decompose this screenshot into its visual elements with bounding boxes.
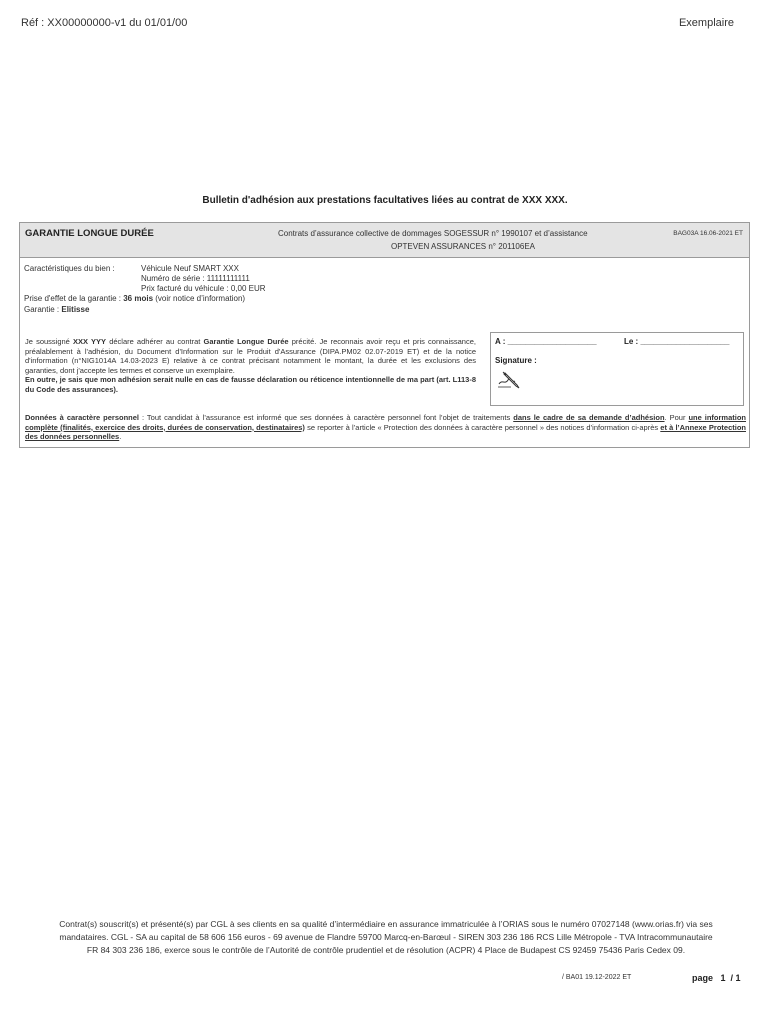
guarantee-heading: GARANTIE LONGUE DURÉE	[25, 228, 154, 239]
form-code: BAG03A 16.06-2021 ET	[673, 230, 743, 237]
declaration-text	[25, 337, 476, 395]
declaration-part: déclare adhérer au contrat	[109, 337, 201, 346]
declaration-part: Je soussigné	[25, 337, 70, 346]
pen-signature-icon[interactable]	[497, 369, 521, 389]
date-field[interactable]: Le : ____________________	[624, 337, 730, 346]
subscription-box	[19, 222, 750, 448]
personal-data-text: se reporter à l’article « Protection des données à caractère personnel » des notices d’information ci-après	[304, 422, 661, 432]
vehicle-price: Prix facturé du véhicule : 0,00 EUR	[141, 284, 266, 293]
effect-note: (voir notice d’information)	[155, 294, 246, 303]
personal-data-text: : Tout candidat à l’assurance est informé que ses données à caractère personnel font l’objet de traitements	[139, 413, 514, 422]
footer-line-3: FR 84 303 236 186, exerce sous le contrôle de l’Autorité de contrôle prudentiel et de résolution (ACPR) 4 Place de Budapest CS 92459 75436 Paris Cedex 09.	[86, 945, 686, 955]
page-number: page 1 / 1	[692, 973, 741, 983]
guarantee-value: Elitisse	[61, 305, 90, 314]
footer-code: / BA01 19.12-2022 ET	[562, 974, 632, 981]
vehicle-model: Véhicule Neuf SMART XXX	[141, 264, 239, 273]
personal-data-text: .	[119, 432, 122, 442]
footer-line-2: mandataires. CGL - SA au capital de 58 606 156 euros - 69 avenue de Flandre 59700 Marcq-en-Barœul - SIREN 303 236 186 RCS Lille Métropole - TVA Intracommunautaire	[59, 932, 713, 942]
personal-data-notice	[25, 413, 746, 442]
contracts-line-1: Contrats d’assurance collective de dommages SOGESSUR n° 1990107 et d’assistance	[278, 229, 588, 238]
contract-name: Garantie Longue Durée	[203, 337, 289, 346]
personal-data-text: . Pour	[664, 413, 689, 422]
document-title: Bulletin d'adhésion aux prestations facultatives liées au contrat de XXX XXX.	[202, 195, 568, 206]
serial-number: Numéro de série : 11111111111	[141, 274, 250, 283]
guarantee-label: Garantie :	[24, 305, 60, 314]
legal-footer	[30, 918, 742, 957]
effect-line	[24, 294, 245, 304]
characteristics-values	[141, 264, 266, 294]
personal-data-emphasis: une information complète (finalités, exercice des droits, durées de conservation, destinataires)	[25, 413, 747, 432]
personal-data-annex-link: et à l’Annexe Protection des données personnelles	[25, 422, 746, 442]
footer-line-1: Contrat(s) souscrit(s) et présenté(s) par CGL à ses clients en sa qualité d’intermédiaire en assurance immatriculée à l’ORIAS sous le numéro 07027148 (www.orias.fr) via ses	[59, 919, 713, 929]
characteristics-label: Caractéristiques du bien :	[24, 264, 115, 273]
guarantee-line	[24, 305, 89, 315]
reference-line: Réf : XX00000000-v1 du 01/01/00	[21, 17, 188, 29]
effect-label: Prise d'effet de la garantie :	[24, 294, 121, 303]
place-field[interactable]: A : ____________________	[495, 337, 597, 346]
signature-label: Signature :	[495, 356, 537, 365]
copy-label: Exemplaire	[678, 17, 734, 29]
personal-data-title: Données à caractère personnel	[25, 413, 140, 422]
box-header	[20, 223, 749, 258]
effect-value: 36 mois	[123, 294, 154, 303]
declaration-warning: En outre, je sais que mon adhésion serait nulle en cas de fausse déclaration ou réticence intentionnelle de ma part (art. L113-8 du Code des assurances).	[25, 375, 476, 394]
personal-data-emphasis: dans le cadre de sa demande d’adhésion	[513, 413, 665, 422]
contracts-line-2: OPTEVEN ASSURANCES n° 201106EA	[390, 242, 535, 251]
signature-box	[490, 332, 744, 406]
declaration-part: précité. Je reconnais avoir reçu et pris connaissance, préalablement à l'adhésion, du Document d'Information sur le Produit d'Assurance (DIPA.PM02 02.07-2019 ET) et de la notice d'information (n°NIG1014A 14.03-2023 E) relative à ce contrat précisant notamment le montant, la durée et les exclusions des garanties, dont j'accepte les termes et conserve un exemplaire.	[25, 337, 476, 375]
subscriber-name: XXX YYY	[73, 337, 107, 346]
